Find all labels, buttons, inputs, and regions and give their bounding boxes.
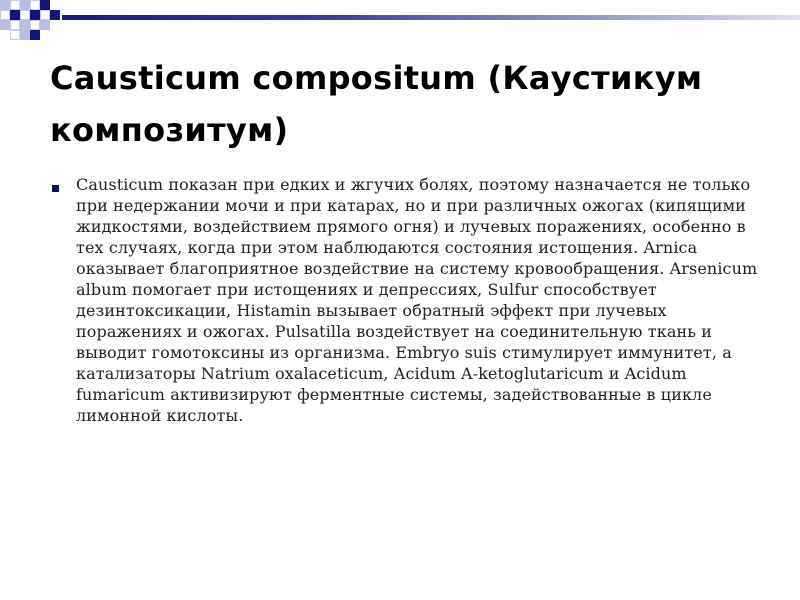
- decor-square: [20, 0, 30, 10]
- decor-square: [30, 30, 40, 40]
- header-gradient-bar: [62, 15, 800, 20]
- decor-square: [30, 20, 40, 30]
- decor-square: [0, 20, 10, 30]
- decor-square: [40, 10, 50, 20]
- decor-square: [10, 0, 20, 10]
- decor-square: [40, 20, 50, 30]
- decor-square: [20, 20, 30, 30]
- slide-title: Causticum compositum (Каустикум композитум): [50, 59, 703, 149]
- decor-square: [10, 20, 20, 30]
- decor-square: [0, 0, 10, 10]
- decor-square: [0, 10, 10, 20]
- decor-square: [30, 0, 40, 10]
- bullet-text: Causticum показан при едких и жгучих болях, поэтому назначается не только при недержании мочи и при катарах, но и при различных ожогах (кипящими жидкостями, воздействием прямого огня) и лучевых поражениях, особенно в тех случаях, когда при этом наблюдаются состояния истощения. Arnica оказывает благоприятное воздействие на систему кровообращения. Arsenicum album помогает при истощениях и депрессиях, Sulfur способствует дезинтоксикации, Histamin вызывает обратный эффект при лучевых поражениях и ожогах. Pulsatilla воздействует на соединительную ткань и выводит гомотоксины из организма. Embryo suis стимулирует иммунитет, а катализаторы Natrium oxalaceticum, Acidum A-ketoglutaricum и Acidum fumaricum активизируют ферментные системы, задействованные в цикле лимонной кислоты.: [76, 175, 758, 425]
- decor-square: [50, 10, 60, 20]
- decor-square: [30, 10, 40, 20]
- decor-square: [10, 10, 20, 20]
- square-bullet-icon: [52, 185, 59, 192]
- decor-square: [20, 30, 30, 40]
- decor-square: [40, 0, 50, 10]
- decor-square: [10, 30, 20, 40]
- decor-square: [20, 10, 30, 20]
